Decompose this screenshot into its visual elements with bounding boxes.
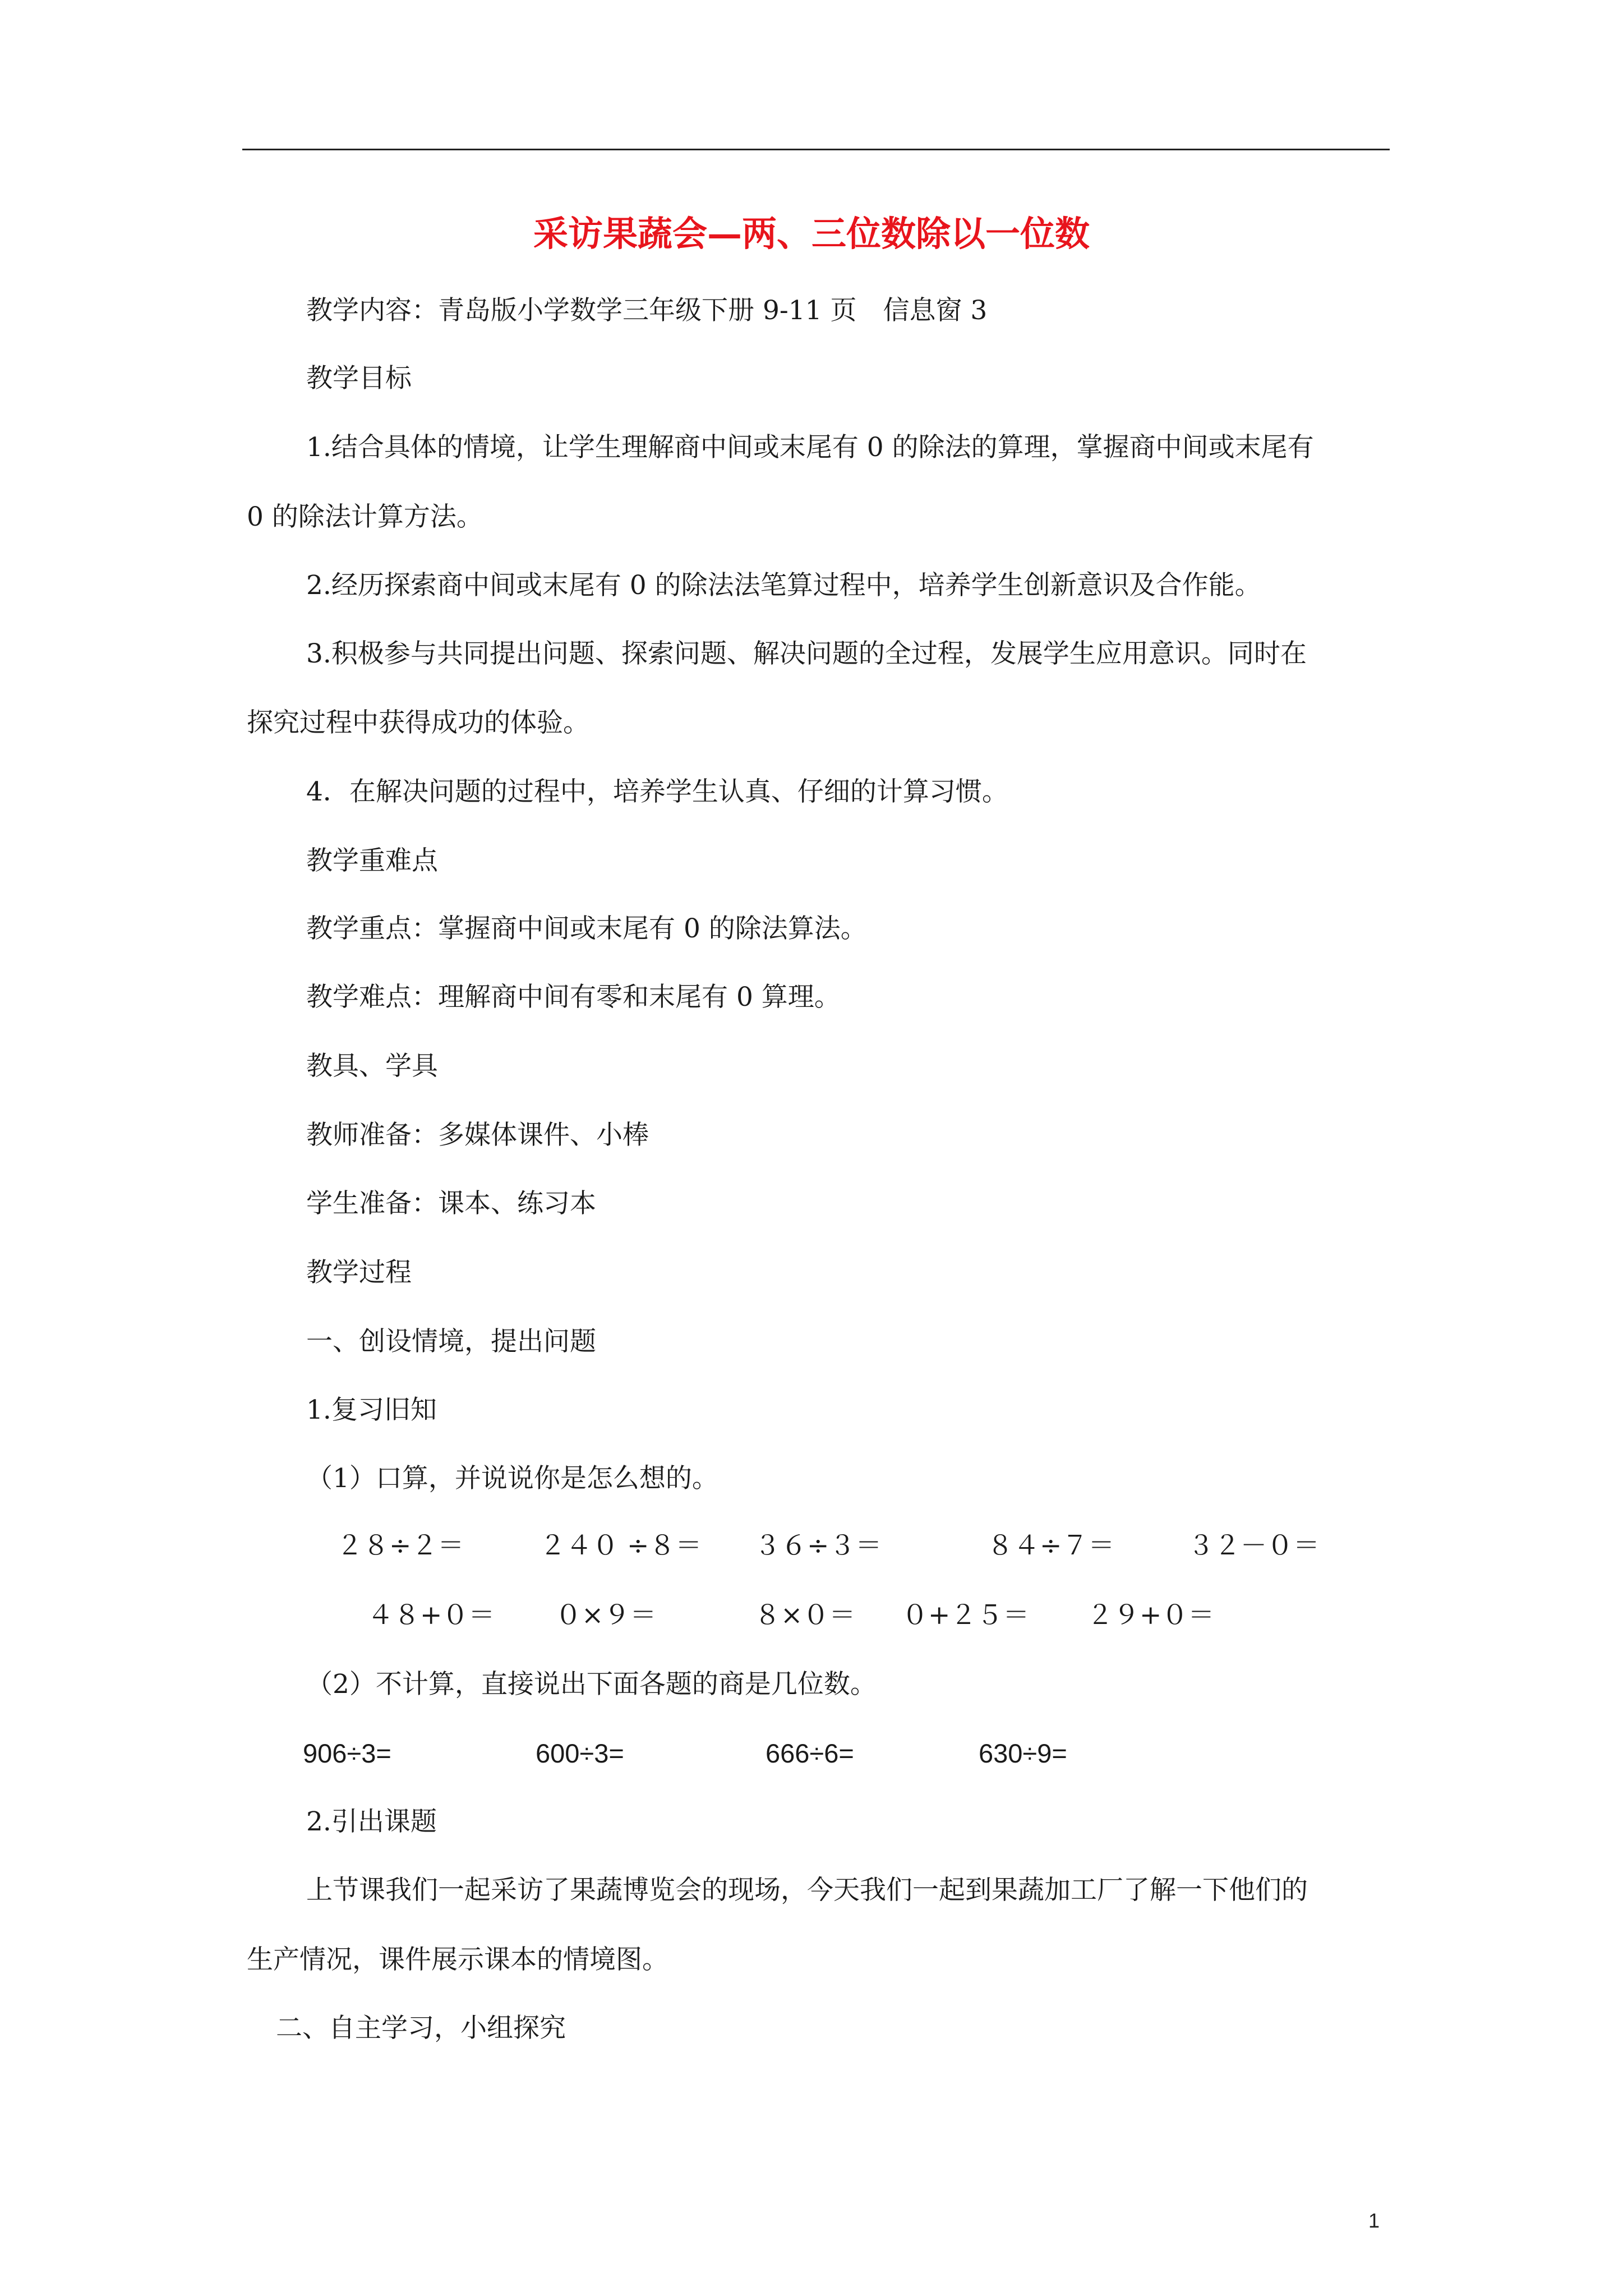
header-rule <box>242 149 1390 150</box>
oral-problem: ８４÷７＝ <box>987 1530 1115 1561</box>
oral-problem: ２９+０＝ <box>1087 1600 1215 1631</box>
difficult-point: 教学难点：理解商中间有零和末尾有 0 算理。 <box>306 982 841 1013</box>
page-number: 1 <box>1368 2209 1380 2232</box>
key-heading: 教学重难点 <box>306 845 438 876</box>
teacher-prep: 教师准备：多媒体课件、小棒 <box>306 1120 649 1151</box>
key-point: 教学重点：掌握商中间或末尾有 0 的除法算法。 <box>306 913 867 944</box>
review-heading: 1.复习旧知 <box>306 1395 437 1425</box>
no-calc-instruction: （2）不计算，直接说出下面各题的商是几位数。 <box>306 1669 877 1700</box>
goals-heading: 教学目标 <box>306 363 412 394</box>
digits-problem: 630÷9= <box>979 1738 1067 1768</box>
digits-problem: 600÷3= <box>536 1738 624 1768</box>
digits-problem: 666÷6= <box>766 1738 854 1768</box>
goal-3-line-1: 3.积极参与共同提出问题、探索问题、解决问题的全过程，发展学生应用意识。同时在 <box>306 638 1307 669</box>
student-prep: 学生准备：课本、练习本 <box>306 1188 596 1219</box>
intro-topic-heading: 2.引出课题 <box>306 1806 437 1837</box>
oral-problem: ４８+０＝ <box>367 1600 495 1631</box>
document-title: 采访果蔬会—两、三位数除以一位数 <box>533 213 1090 254</box>
oral-calc-instruction: （1）口算，并说说你是怎么想的。 <box>306 1463 718 1494</box>
goal-1-line-1: 1.结合具体的情境，让学生理解商中间或末尾有 0 的除法的算理，掌握商中间或末尾有 <box>306 432 1314 463</box>
process-heading: 教学过程 <box>306 1257 412 1288</box>
intro-paragraph-line-1: 上节课我们一起采访了果蔬博览会的现场，今天我们一起到果蔬加工厂了解一下他们的 <box>306 1875 1308 1906</box>
goal-1-line-2: 0 的除法计算方法。 <box>247 501 483 532</box>
oral-problem: ０×９＝ <box>555 1600 657 1631</box>
teaching-content: 教学内容：青岛版小学数学三年级下册 9-11 页 信息窗 3 <box>306 295 988 326</box>
intro-paragraph-line-2: 生产情况，课件展示课本的情境图。 <box>247 1944 668 1975</box>
goal-2: 2.经历探索商中间或末尾有 0 的除法法笔算过程中，培养学生创新意识及合作能。 <box>306 570 1261 601</box>
tools-heading: 教具、学具 <box>306 1051 438 1082</box>
goal-4: 4．在解决问题的过程中，培养学生认真、仔细的计算习惯。 <box>306 776 1008 807</box>
section-2-heading: 二、自主学习，小组探究 <box>276 2013 566 2044</box>
oral-problem: ８×０＝ <box>754 1600 856 1631</box>
oral-problem: ２８÷２＝ <box>336 1530 464 1561</box>
oral-problem: ０+２５＝ <box>902 1600 1030 1631</box>
section-1-heading: 一、创设情境，提出问题 <box>306 1326 596 1357</box>
goal-3-line-2: 探究过程中获得成功的体验。 <box>247 707 589 738</box>
oral-problem: ３６÷３＝ <box>754 1530 882 1561</box>
oral-problem: ３２－０＝ <box>1188 1530 1320 1561</box>
oral-problem: ２４０ ÷８＝ <box>540 1530 702 1561</box>
digits-problem: 906÷3= <box>303 1738 391 1768</box>
